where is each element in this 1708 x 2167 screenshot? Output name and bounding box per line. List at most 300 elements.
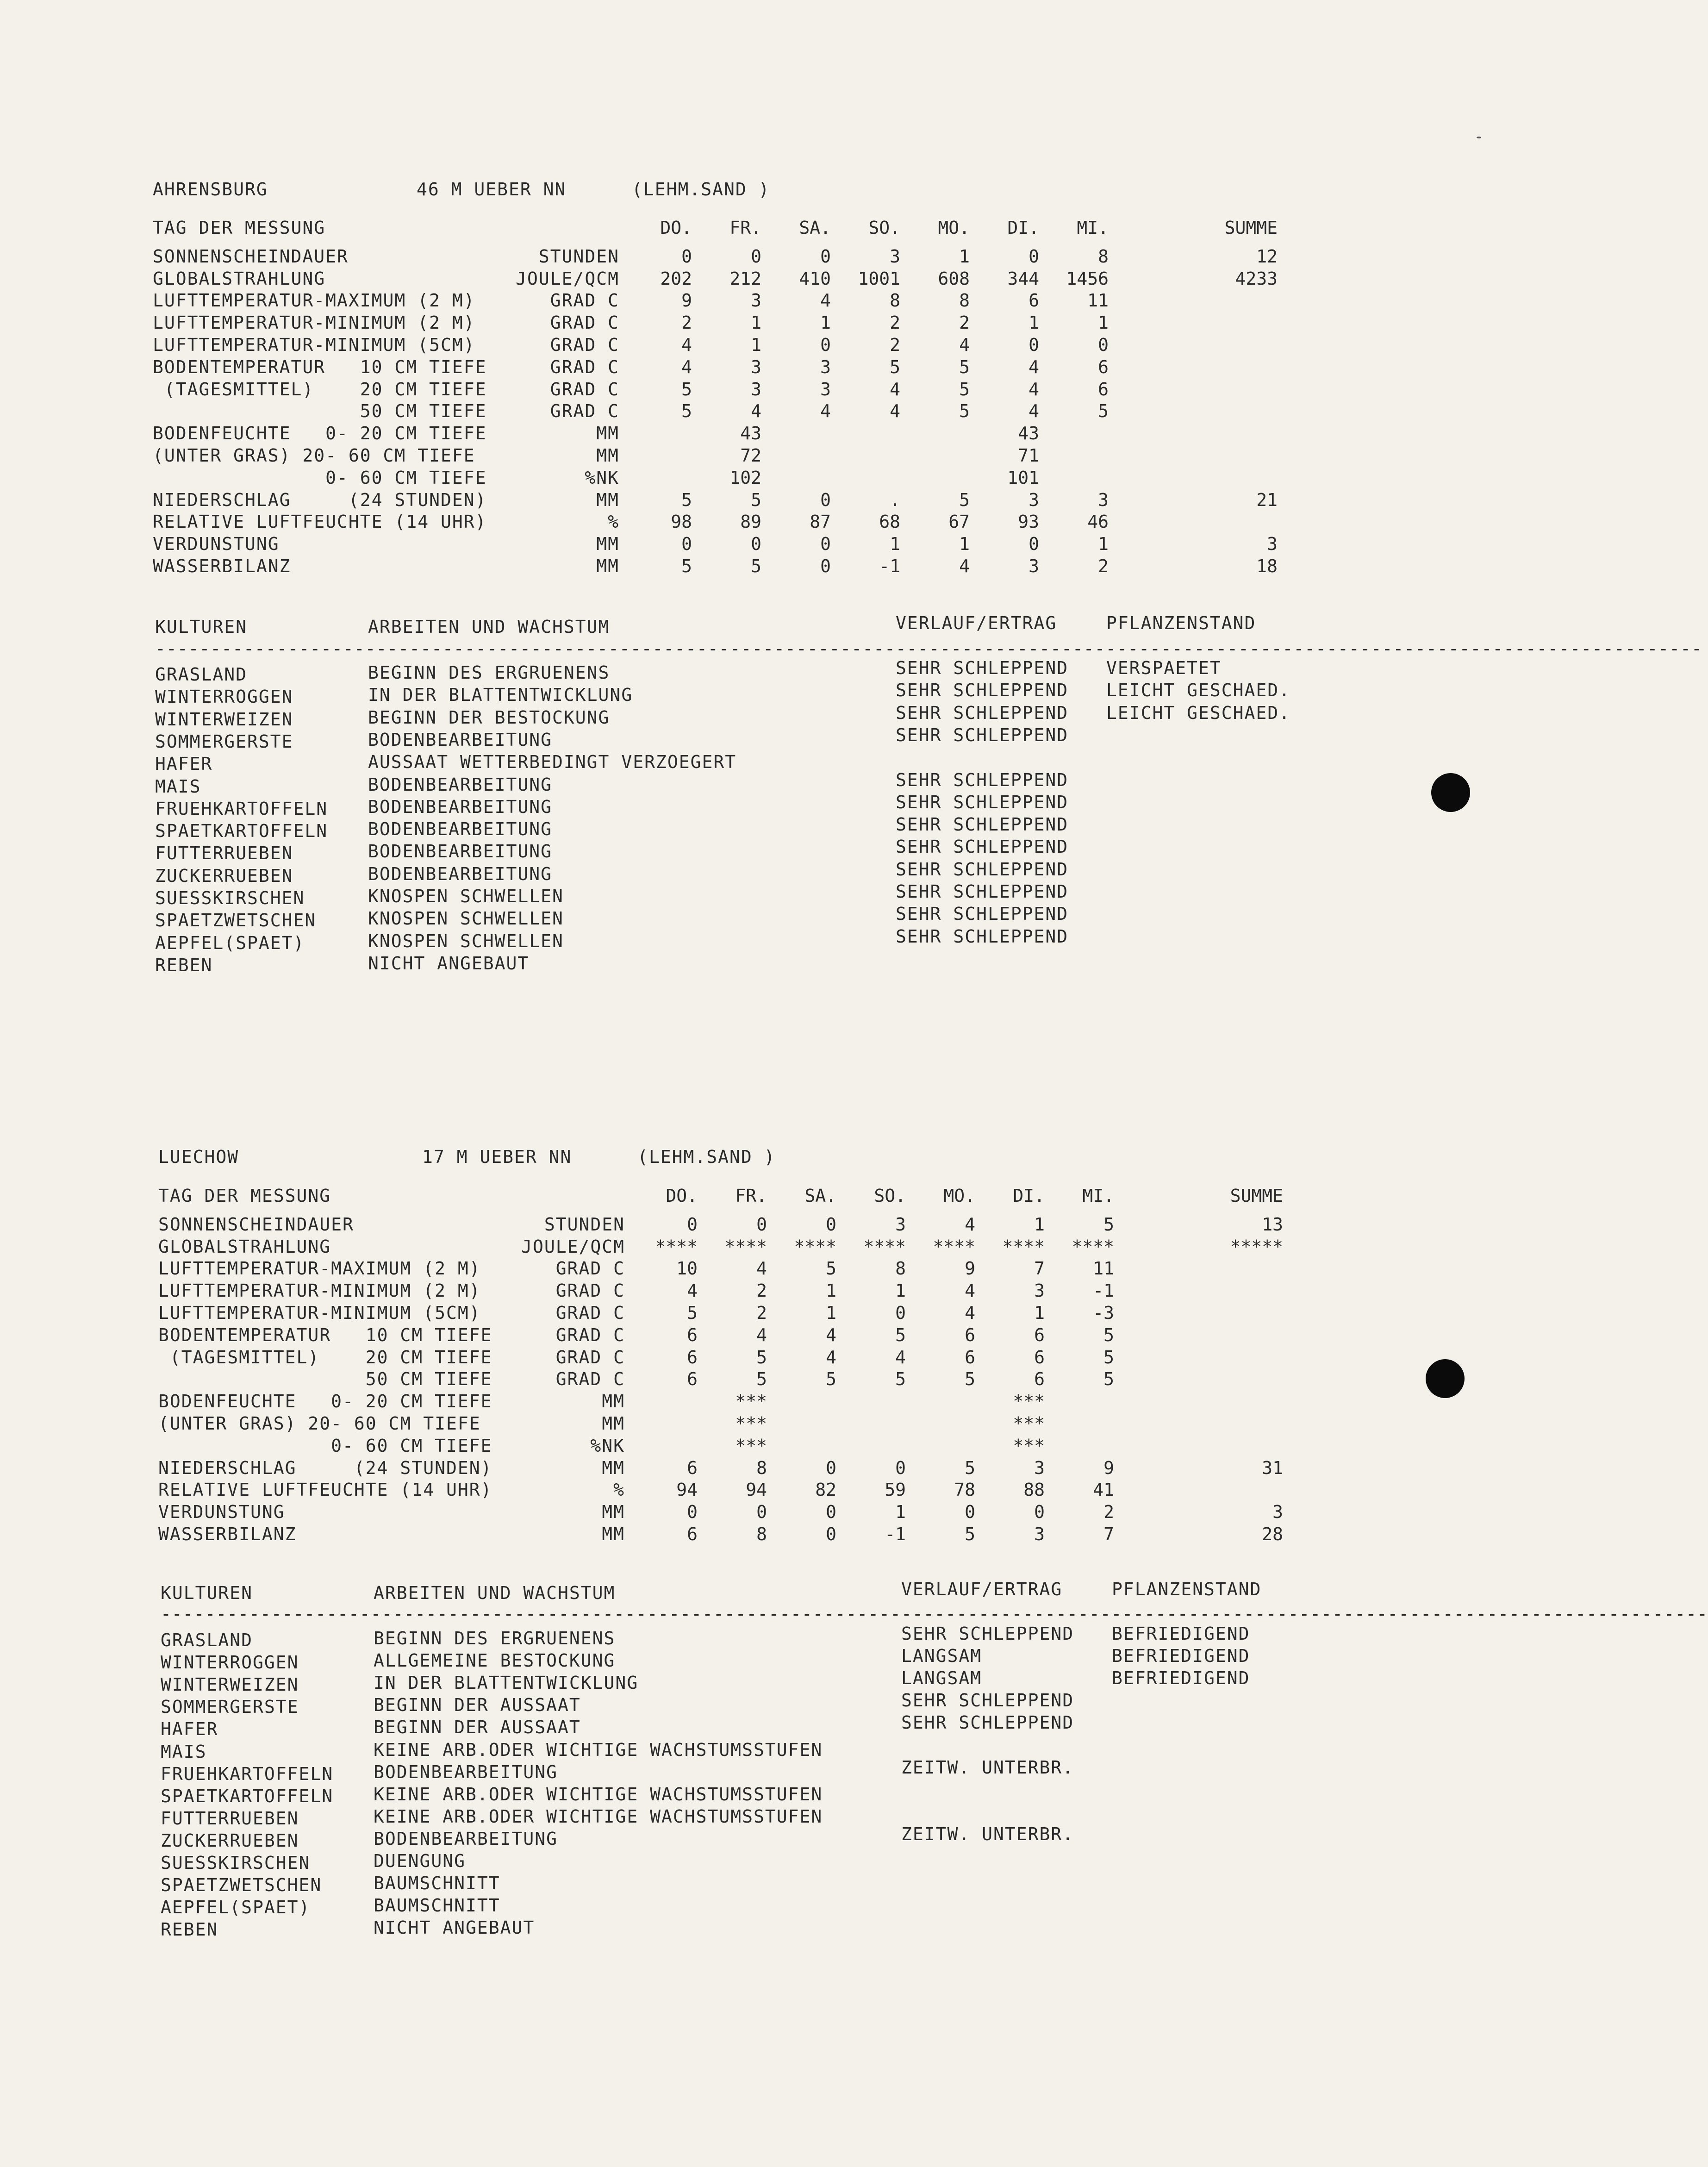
day-value: 8	[890, 290, 900, 311]
day-value: 1001	[858, 268, 900, 289]
day-header: SA.	[804, 1186, 836, 1206]
crop-work: BODENBEARBEITUNG	[368, 796, 553, 817]
day-value: 41	[1093, 1480, 1114, 1500]
measurement-unit: MM	[596, 489, 619, 510]
measurement-label: TAG DER MESSUNG	[158, 1186, 331, 1206]
day-value: 4	[890, 401, 900, 422]
measurement-label: RELATIVE LUFTFEUCHTE (14 UHR)	[158, 1480, 492, 1500]
day-value: 8	[756, 1457, 767, 1478]
measurement-label: (TAGESMITTEL) 20 CM TIEFE	[158, 1347, 492, 1368]
day-value: 11	[1093, 1258, 1114, 1279]
day-value: 4	[687, 1280, 698, 1301]
day-value: 1	[1098, 312, 1109, 333]
crop-name: SUESSKIRSCHEN	[161, 1853, 311, 1873]
day-value: 43	[1018, 423, 1039, 444]
day-value: 4	[965, 1280, 975, 1301]
summe-value: 3	[1267, 534, 1278, 555]
day-value: 1	[820, 312, 831, 333]
measurement-label: NIEDERSCHLAG (24 STUNDEN)	[158, 1457, 492, 1478]
punch-hole-top	[1431, 773, 1470, 812]
day-value: 2	[959, 312, 970, 333]
day-value: 0	[1098, 335, 1109, 355]
day-value: 5	[959, 379, 970, 400]
crop-work: AUSSAAT WETTERBEDINGT VERZOEGERT	[368, 752, 737, 773]
day-value: 2	[890, 335, 900, 355]
measurement-label: WASSERBILANZ	[158, 1524, 297, 1544]
dashed-separator: --------------------------------------------------------------------------------------------------------------------------------------------	[155, 638, 1702, 659]
measurement-unit: GRAD C	[550, 290, 619, 311]
station-soil: (LEHM.SAND )	[632, 179, 770, 200]
day-value: 4	[751, 401, 761, 422]
day-value: ***	[735, 1391, 767, 1412]
day-value: 0	[826, 1457, 836, 1478]
crop-work: KEINE ARB.ODER WICHTIGE WACHSTUMSSTUFEN	[374, 1806, 823, 1827]
day-value: 43	[740, 423, 761, 444]
day-value: 2	[1098, 556, 1109, 576]
day-header: DI.	[1013, 1186, 1045, 1206]
day-value: 5	[826, 1258, 836, 1279]
day-value: ***	[1013, 1413, 1045, 1434]
station-altitude: 17 M UEBER NN	[422, 1147, 572, 1167]
crop-verlauf: SEHR SCHLEPPEND	[896, 926, 1069, 947]
day-header: DO.	[660, 218, 692, 238]
day-value: 6	[1034, 1369, 1045, 1390]
day-value: 212	[729, 268, 761, 289]
day-header: MO.	[943, 1186, 975, 1206]
crop-work: NICHT ANGEBAUT	[368, 953, 530, 974]
day-value: ****	[794, 1236, 836, 1257]
day-value: ***	[1013, 1391, 1045, 1412]
day-value: 5	[681, 489, 692, 510]
day-value: 5	[1103, 1369, 1114, 1390]
crop-stand: LEICHT GESCHAED.	[1106, 680, 1291, 701]
measurement-label: GLOBALSTRAHLUNG	[158, 1236, 331, 1257]
day-value: ****	[1072, 1236, 1114, 1257]
day-value: 1	[890, 534, 900, 555]
day-value: 6	[1034, 1347, 1045, 1368]
day-value: ****	[655, 1236, 698, 1257]
measurement-unit: %	[608, 512, 619, 532]
day-value: 68	[879, 512, 900, 532]
day-value: 4	[895, 1347, 906, 1368]
crop-work: BEGINN DES ERGRUENENS	[368, 662, 610, 683]
measurement-label: (TAGESMITTEL) 20 CM TIEFE	[153, 379, 487, 400]
day-value: 5	[959, 356, 970, 377]
day-value: 89	[740, 512, 761, 532]
crop-work: KEINE ARB.ODER WICHTIGE WACHSTUMSSTUFEN	[374, 1784, 823, 1805]
day-value: 1	[1034, 1214, 1045, 1235]
day-value: 5	[1103, 1324, 1114, 1345]
day-header: FR.	[735, 1186, 767, 1206]
day-value: 94	[746, 1480, 767, 1500]
crop-verlauf: LANGSAM	[901, 1668, 982, 1689]
crop-work: BEGINN DER AUSSAAT	[374, 1695, 581, 1716]
day-value: 78	[954, 1480, 975, 1500]
crop-name: FUTTERRUEBEN	[155, 843, 293, 864]
day-header: MI.	[1077, 218, 1109, 238]
crop-work: BODENBEARBEITUNG	[374, 1828, 558, 1849]
day-value: 4	[959, 335, 970, 355]
crop-verlauf: SEHR SCHLEPPEND	[896, 837, 1069, 857]
measurement-unit: STUNDEN	[538, 246, 619, 267]
day-value: 10	[676, 1258, 698, 1279]
crop-stand: BEFRIEDIGEND	[1112, 1624, 1250, 1644]
day-value: 0	[826, 1502, 836, 1523]
crop-name: FRUEHKARTOFFELN	[161, 1763, 334, 1784]
crop-stand: BEFRIEDIGEND	[1112, 1646, 1250, 1667]
day-value: 0	[1029, 534, 1039, 555]
day-value: ***	[735, 1435, 767, 1456]
measurement-unit: GRAD C	[555, 1303, 625, 1323]
summe-value: 4233	[1235, 268, 1278, 289]
crop-work: KEINE ARB.ODER WICHTIGE WACHSTUMSSTUFEN	[374, 1739, 823, 1760]
day-value: 4	[890, 379, 900, 400]
day-value: 1	[895, 1280, 906, 1301]
crop-verlauf: SEHR SCHLEPPEND	[896, 680, 1069, 701]
day-value: ***	[1013, 1435, 1045, 1456]
day-value: 608	[938, 268, 970, 289]
day-value: 4	[756, 1324, 767, 1345]
day-value: 4	[959, 556, 970, 576]
crop-name: ZUCKERRUEBEN	[161, 1830, 299, 1851]
crop-name: WINTERWEIZEN	[155, 709, 293, 730]
crop-work: BEGINN DER BESTOCKUNG	[368, 707, 610, 728]
day-value: -1	[879, 556, 900, 576]
crop-name: WINTERROGGEN	[161, 1652, 299, 1673]
day-value: 1	[826, 1280, 836, 1301]
measurement-label: 50 CM TIEFE	[153, 401, 487, 422]
crop-work: BEGINN DES ERGRUENENS	[374, 1628, 616, 1649]
summe-value: 28	[1262, 1524, 1283, 1544]
crop-work: NICHT ANGEBAUT	[374, 1917, 535, 1938]
measurement-unit: %NK	[585, 467, 619, 488]
measurement-unit: GRAD C	[555, 1369, 625, 1390]
crops-header-stand: PFLANZENSTAND	[1112, 1579, 1262, 1599]
measurement-label: 0- 60 CM TIEFE	[153, 467, 487, 488]
day-value: 1	[1098, 534, 1109, 555]
crop-work: BODENBEARBEITUNG	[368, 774, 553, 795]
day-value: 4	[820, 290, 831, 311]
day-value: 4	[1029, 356, 1039, 377]
measurement-unit: MM	[596, 423, 619, 444]
crops-header-verlauf: VERLAUF/ERTRAG	[901, 1579, 1063, 1599]
measurement-label: (UNTER GRAS) 20- 60 CM TIEFE	[153, 445, 475, 466]
measurement-label: BODENFEUCHTE 0- 20 CM TIEFE	[153, 423, 487, 444]
measurement-label: SONNENSCHEINDAUER	[158, 1214, 354, 1235]
crops-header-arbeiten: ARBEITEN UND WACHSTUM	[374, 1583, 616, 1603]
measurement-label: BODENFEUCHTE 0- 20 CM TIEFE	[158, 1391, 492, 1412]
day-value: 46	[1087, 512, 1109, 532]
day-value: 94	[676, 1480, 698, 1500]
measurement-label: SONNENSCHEINDAUER	[153, 246, 349, 267]
day-value: 0	[1029, 335, 1039, 355]
crop-work: BODENBEARBEITUNG	[368, 863, 553, 884]
day-value: 93	[1018, 512, 1039, 532]
crop-work: BODENBEARBEITUNG	[374, 1761, 558, 1782]
measurement-unit: GRAD C	[550, 401, 619, 422]
crop-verlauf: SEHR SCHLEPPEND	[901, 1712, 1074, 1733]
crop-name: WINTERROGGEN	[155, 687, 293, 707]
measurement-label: LUFTTEMPERATUR-MAXIMUM (2 M)	[153, 290, 475, 311]
crop-work: ALLGEMEINE BESTOCKUNG	[374, 1650, 616, 1671]
day-value: 0	[756, 1214, 767, 1235]
measurement-label: VERDUNSTUNG	[153, 534, 280, 555]
day-value: 5	[756, 1347, 767, 1368]
summe-value: 18	[1256, 556, 1278, 576]
day-value: 5	[1103, 1214, 1114, 1235]
crop-verlauf: SEHR SCHLEPPEND	[901, 1690, 1074, 1711]
summe-header: SUMME	[1224, 218, 1278, 238]
crop-work: BODENBEARBEITUNG	[368, 841, 553, 862]
day-value: 410	[799, 268, 831, 289]
day-value: 7	[1034, 1258, 1045, 1279]
day-value: 0	[820, 534, 831, 555]
crop-work: DUENGUNG	[374, 1851, 466, 1871]
dashed-separator: --------------------------------------------------------------------------------------------------------------------------------------------	[161, 1604, 1708, 1624]
day-value: 59	[885, 1480, 906, 1500]
crop-name: ZUCKERRUEBEN	[155, 865, 293, 886]
day-value: 101	[1007, 467, 1039, 488]
day-value: 0	[1029, 246, 1039, 267]
measurement-unit: GRAD C	[555, 1258, 625, 1279]
day-value: 0	[820, 246, 831, 267]
measurement-label: LUFTTEMPERATUR-MINIMUM (2 M)	[158, 1280, 481, 1301]
day-value: 6	[687, 1324, 698, 1345]
day-value: 3	[1098, 489, 1109, 510]
measurement-label: LUFTTEMPERATUR-MINIMUM (5CM)	[153, 335, 475, 355]
punch-hole-bottom	[1426, 1359, 1465, 1398]
measurement-unit: MM	[602, 1457, 625, 1478]
day-value: 0	[681, 534, 692, 555]
measurement-unit: GRAD C	[550, 312, 619, 333]
day-value: 5	[1098, 401, 1109, 422]
measurement-unit: GRAD C	[555, 1280, 625, 1301]
day-value: 6	[965, 1347, 975, 1368]
measurement-unit: JOULE/QCM	[521, 1236, 625, 1257]
crop-stand: BEFRIEDIGEND	[1112, 1668, 1250, 1689]
day-header: SO.	[874, 1186, 906, 1206]
day-value: 0	[820, 335, 831, 355]
crops-header-verlauf: VERLAUF/ERTRAG	[896, 613, 1057, 633]
day-value: 2	[890, 312, 900, 333]
day-value: 0	[820, 489, 831, 510]
crop-name: SPAETKARTOFFELN	[161, 1786, 334, 1806]
summe-value: 3	[1272, 1502, 1283, 1523]
measurement-unit: GRAD C	[555, 1324, 625, 1345]
day-value: 5	[751, 556, 761, 576]
day-header: DO.	[666, 1186, 698, 1206]
crop-name: AEPFEL(SPAET)	[155, 932, 305, 953]
day-value: ****	[863, 1236, 906, 1257]
day-value: -1	[885, 1524, 906, 1544]
crop-name: SPAETZWETSCHEN	[155, 910, 317, 931]
crops-header-arbeiten: ARBEITEN UND WACHSTUM	[368, 617, 610, 637]
day-value: 8	[1098, 246, 1109, 267]
measurement-label: GLOBALSTRAHLUNG	[153, 268, 326, 289]
day-value: 0	[751, 534, 761, 555]
day-value: 1	[751, 335, 761, 355]
day-value: 5	[959, 401, 970, 422]
crops-header-kulturen: KULTUREN	[155, 617, 248, 637]
crop-name: SOMMERGERSTE	[161, 1697, 299, 1717]
day-value: 72	[740, 445, 761, 466]
crop-name: FUTTERRUEBEN	[161, 1808, 299, 1829]
crop-work: BAUMSCHNITT	[374, 1895, 500, 1916]
day-value: 3	[1029, 556, 1039, 576]
day-header: FR.	[729, 218, 761, 238]
day-value: 3	[1034, 1524, 1045, 1544]
day-value: .	[890, 489, 900, 510]
measurement-label: LUFTTEMPERATUR-MINIMUM (5CM)	[158, 1303, 481, 1323]
crop-work: KNOSPEN SCHWELLEN	[368, 930, 564, 951]
day-value: 5	[681, 401, 692, 422]
crop-work: BODENBEARBEITUNG	[368, 819, 553, 840]
crop-verlauf: SEHR SCHLEPPEND	[896, 702, 1069, 723]
day-header: MO.	[938, 218, 970, 238]
crop-name: AEPFEL(SPAET)	[161, 1897, 311, 1918]
day-value: 0	[826, 1524, 836, 1544]
day-value: 8	[959, 290, 970, 311]
day-value: 0	[826, 1214, 836, 1235]
crop-work: BAUMSCHNITT	[374, 1873, 500, 1894]
day-value: 11	[1087, 290, 1109, 311]
day-value: 0	[756, 1502, 767, 1523]
day-value: 5	[965, 1524, 975, 1544]
crop-name: GRASLAND	[161, 1630, 253, 1650]
day-value: 5	[959, 489, 970, 510]
day-value: 0	[895, 1303, 906, 1323]
crop-name: HAFER	[161, 1719, 218, 1740]
day-value: 6	[1029, 290, 1039, 311]
day-value: 5	[890, 356, 900, 377]
crop-verlauf: ZEITW. UNTERBR.	[901, 1757, 1074, 1778]
measurement-label: LUFTTEMPERATUR-MAXIMUM (2 M)	[158, 1258, 481, 1279]
station-name: LUECHOW	[158, 1147, 239, 1167]
day-value: 5	[1103, 1347, 1114, 1368]
crop-work: KNOSPEN SCHWELLEN	[368, 886, 564, 906]
crop-name: FRUEHKARTOFFELN	[155, 798, 328, 819]
day-value: 4	[965, 1214, 975, 1235]
crop-verlauf: SEHR SCHLEPPEND	[896, 881, 1069, 902]
summe-value: 31	[1262, 1457, 1283, 1478]
measurement-label: 50 CM TIEFE	[158, 1369, 492, 1390]
day-value: 5	[965, 1369, 975, 1390]
measurement-unit: JOULE/QCM	[516, 268, 619, 289]
day-header: SO.	[868, 218, 900, 238]
crops-header-stand: PFLANZENSTAND	[1106, 613, 1256, 633]
day-value: 3	[820, 356, 831, 377]
day-value: 1	[826, 1303, 836, 1323]
day-value: 0	[820, 556, 831, 576]
crop-name: SPAETKARTOFFELN	[155, 821, 328, 842]
day-value: 87	[810, 512, 831, 532]
day-value: 5	[965, 1457, 975, 1478]
station-name: AHRENSBURG	[153, 179, 268, 200]
measurement-unit: %	[613, 1480, 625, 1500]
day-value: 5	[756, 1369, 767, 1390]
day-value: 3	[1034, 1280, 1045, 1301]
day-value: -3	[1093, 1303, 1114, 1323]
day-value: 6	[1098, 356, 1109, 377]
measurement-label: LUFTTEMPERATUR-MINIMUM (2 M)	[153, 312, 475, 333]
crop-name: MAIS	[161, 1741, 207, 1762]
day-value: 3	[751, 379, 761, 400]
crop-name: SPAETZWETSCHEN	[161, 1875, 322, 1896]
crop-verlauf: SEHR SCHLEPPEND	[896, 769, 1069, 790]
day-value: 3	[895, 1214, 906, 1235]
day-value: 88	[1023, 1480, 1045, 1500]
measurement-label: BODENTEMPERATUR 10 CM TIEFE	[153, 356, 487, 377]
crop-name: SUESSKIRSCHEN	[155, 888, 305, 908]
crop-verlauf: SEHR SCHLEPPEND	[896, 904, 1069, 924]
day-value: 67	[948, 512, 970, 532]
day-value: 8	[895, 1258, 906, 1279]
crop-name: MAIS	[155, 776, 201, 797]
day-value: 6	[687, 1347, 698, 1368]
day-value: 0	[687, 1502, 698, 1523]
crop-name: GRASLAND	[155, 664, 248, 685]
day-value: 4	[681, 335, 692, 355]
day-value: 0	[895, 1457, 906, 1478]
crop-verlauf: SEHR SCHLEPPEND	[896, 658, 1069, 678]
crop-verlauf: SEHR SCHLEPPEND	[901, 1624, 1074, 1644]
measurement-unit: MM	[596, 556, 619, 576]
crop-work: BODENBEARBEITUNG	[368, 729, 553, 750]
day-value: 4	[826, 1324, 836, 1345]
day-value: 9	[1103, 1457, 1114, 1478]
summe-value: 21	[1256, 489, 1278, 510]
measurement-label: BODENTEMPERATUR 10 CM TIEFE	[158, 1324, 492, 1345]
station-altitude: 46 M UEBER NN	[417, 179, 567, 200]
crop-work: IN DER BLATTENTWICKLUNG	[368, 685, 633, 706]
measurement-unit: MM	[596, 534, 619, 555]
day-value: 6	[687, 1457, 698, 1478]
measurement-label: RELATIVE LUFTFEUCHTE (14 UHR)	[153, 512, 487, 532]
crop-verlauf: SEHR SCHLEPPEND	[896, 859, 1069, 880]
day-value: 1	[895, 1502, 906, 1523]
summe-value: 13	[1262, 1214, 1283, 1235]
day-value: ****	[1002, 1236, 1045, 1257]
crop-verlauf: SEHR SCHLEPPEND	[896, 792, 1069, 812]
day-value: 4	[965, 1303, 975, 1323]
day-value: 202	[660, 268, 692, 289]
crop-verlauf: ZEITW. UNTERBR.	[901, 1824, 1074, 1844]
day-value: 2	[756, 1303, 767, 1323]
day-value: 3	[751, 290, 761, 311]
day-value: 4	[756, 1258, 767, 1279]
day-value: 9	[681, 290, 692, 311]
day-value: 5	[826, 1369, 836, 1390]
day-value: 3	[1029, 489, 1039, 510]
day-value: 6	[687, 1524, 698, 1544]
day-value: 3	[820, 379, 831, 400]
measurement-label: TAG DER MESSUNG	[153, 218, 326, 238]
day-value: 5	[681, 379, 692, 400]
day-value: ****	[933, 1236, 975, 1257]
day-value: 4	[820, 401, 831, 422]
day-value: 5	[687, 1303, 698, 1323]
day-value: 4	[1029, 401, 1039, 422]
day-value: 1	[959, 246, 970, 267]
day-header: MI.	[1082, 1186, 1114, 1206]
day-value: 2	[681, 312, 692, 333]
day-value: -1	[1093, 1280, 1114, 1301]
summe-value: 12	[1256, 246, 1278, 267]
crop-work: BEGINN DER AUSSAAT	[374, 1717, 581, 1738]
crop-name: SOMMERGERSTE	[155, 731, 293, 752]
measurement-label: (UNTER GRAS) 20- 60 CM TIEFE	[158, 1413, 481, 1434]
day-value: 98	[671, 512, 692, 532]
